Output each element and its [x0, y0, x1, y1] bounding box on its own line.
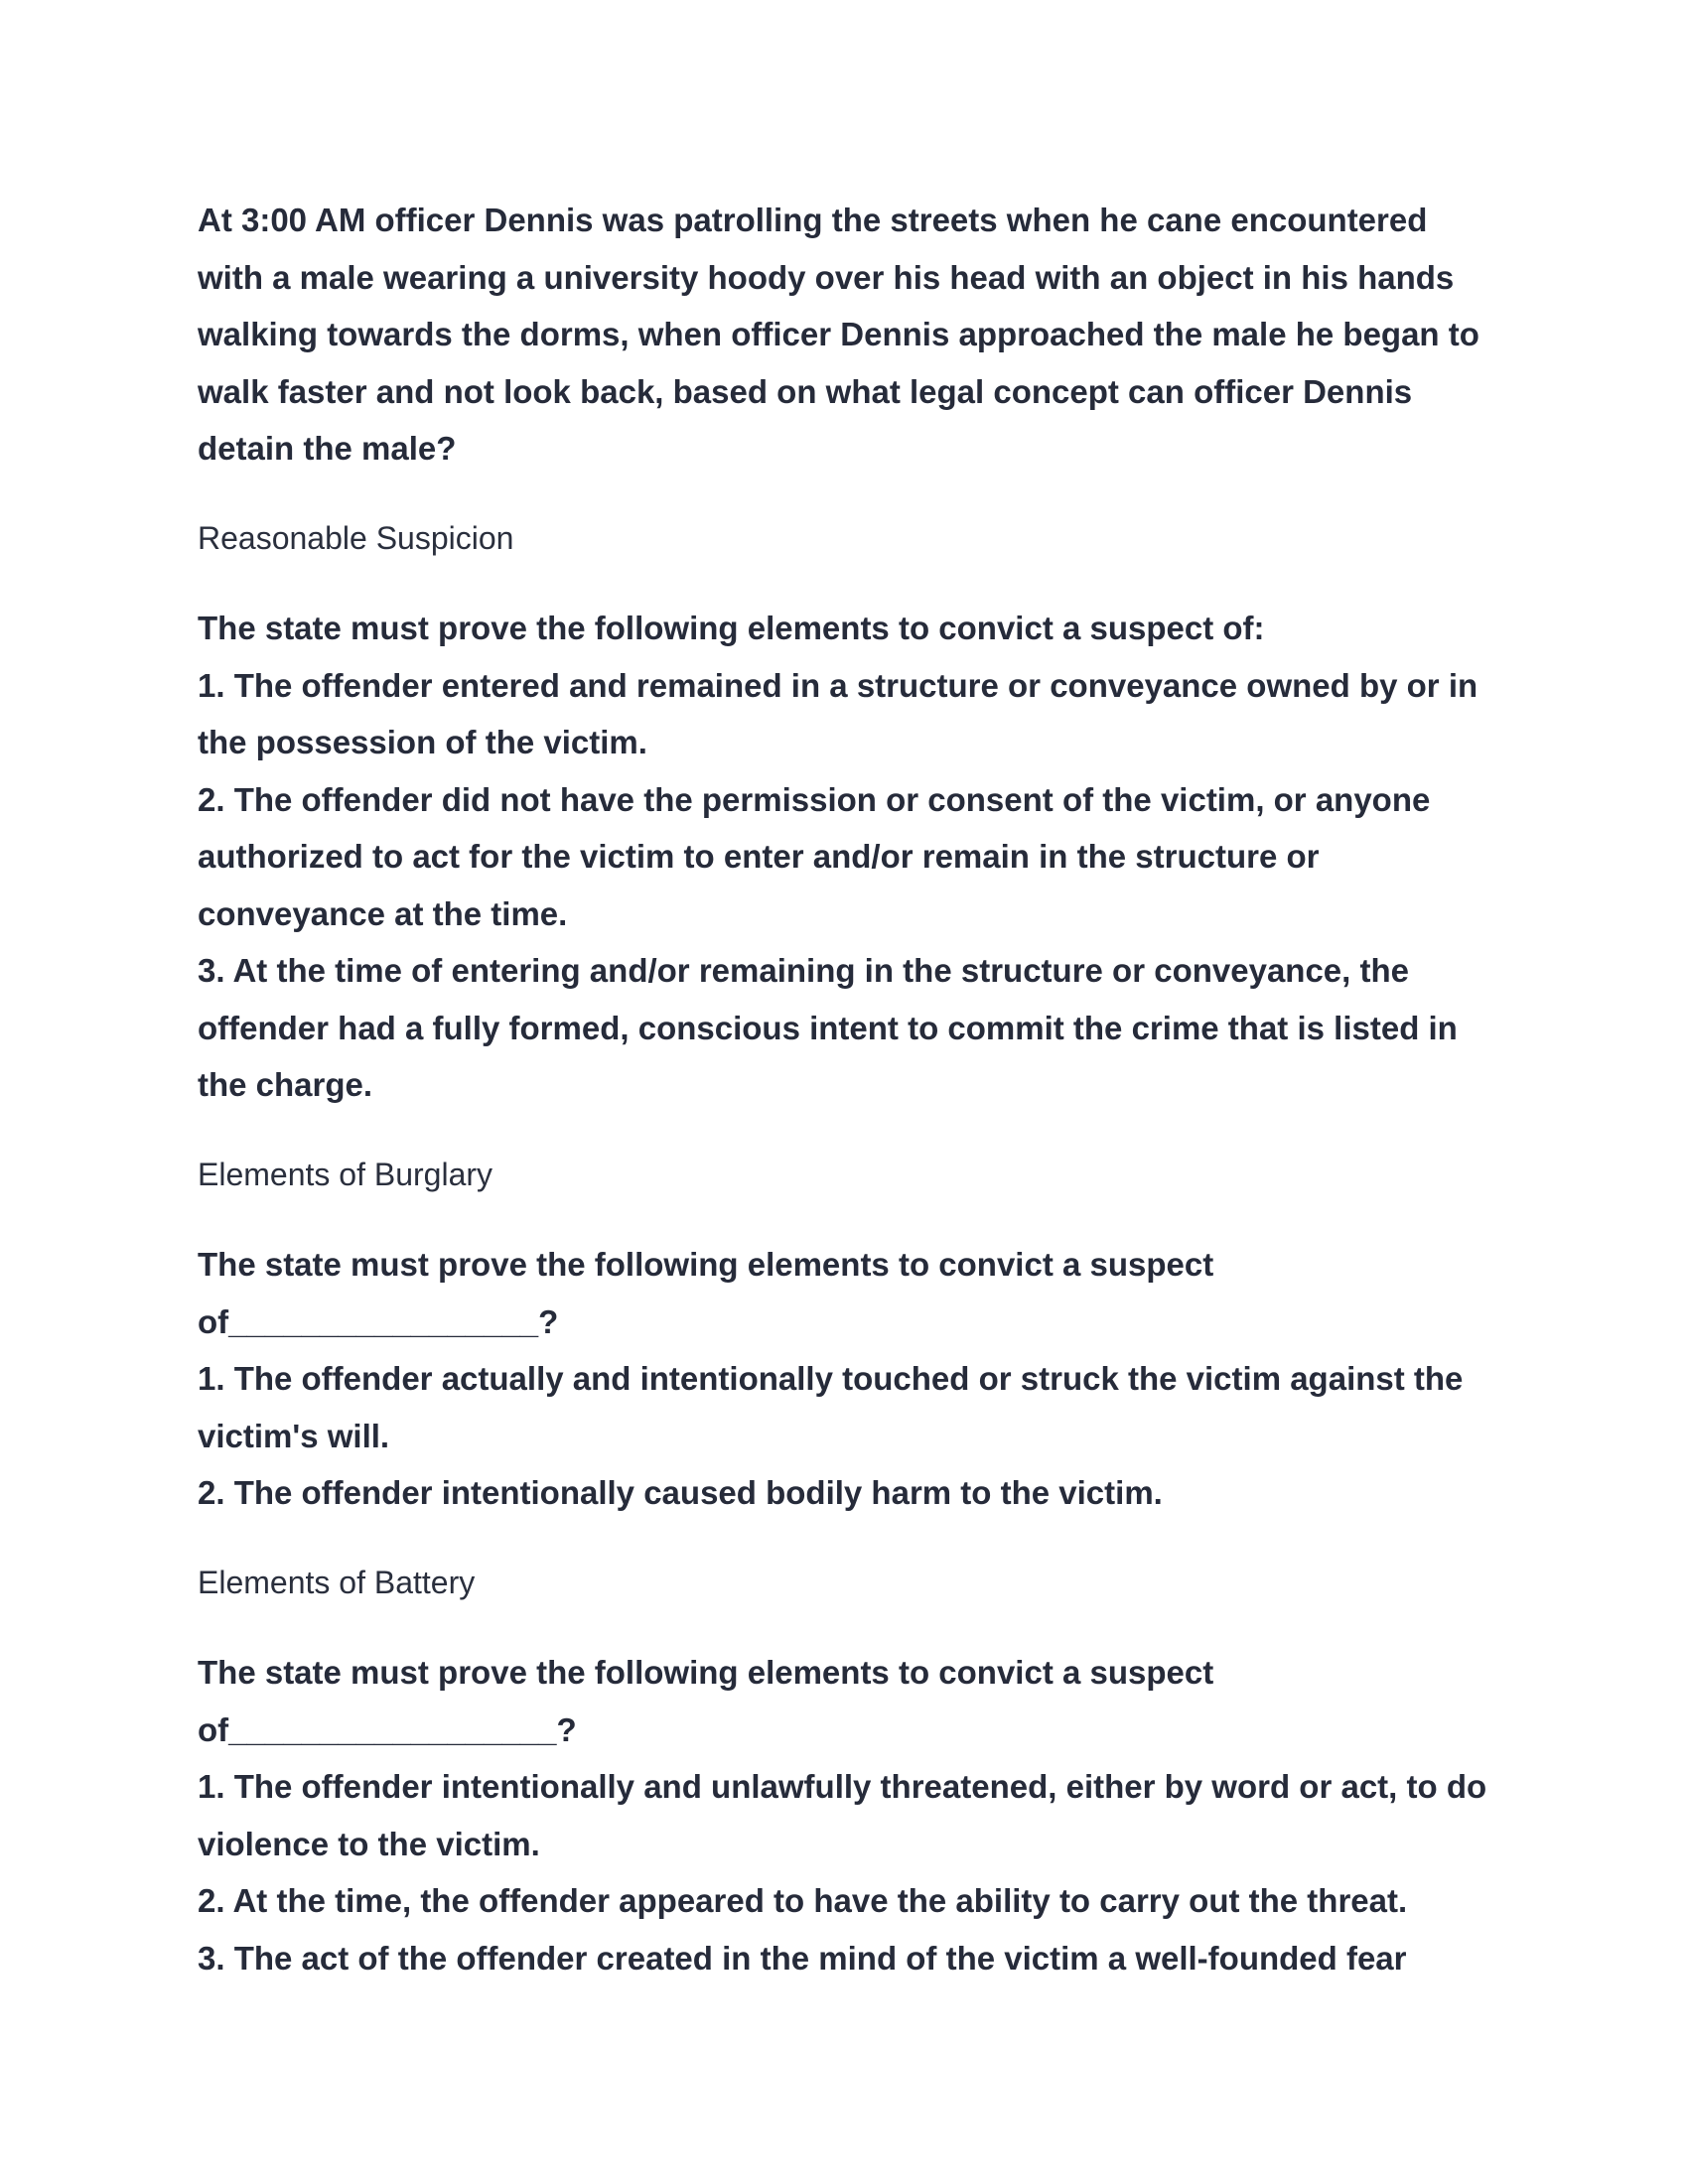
question-intro: The state must prove the following elements to convict a suspect of:	[198, 610, 1265, 646]
element-item: 1. The offender entered and remained in a structure or conveyance owned by or in the possession of the victim.	[198, 666, 1478, 760]
answer-text-2: Elements of Burglary	[198, 1156, 493, 1192]
question-block-1	[198, 192, 1498, 478]
element-item: 1. The offender actually and intentionally touched or struck the victim against the victim's will.	[198, 1360, 1464, 1454]
answer-text-3: Elements of Battery	[198, 1564, 476, 1600]
element-item: 2. The offender did not have the permission or consent of the victim, or anyone authorized to act for the victim to enter and/or remain in the structure or conveyance at the time.	[198, 780, 1431, 932]
document-page	[198, 192, 1498, 1986]
question-intro: The state must prove the following elements to convict a suspect of_________________?	[198, 1246, 1214, 1340]
element-item: 3. At the time of entering and/or remaining in the structure or conveyance, the offender had a fully formed, conscious intent to commit the crime that is listed in the charge.	[198, 952, 1458, 1103]
question-block-3	[198, 1236, 1498, 1522]
element-item: 2. At the time, the offender appeared to have the ability to carry out the threat.	[198, 1882, 1408, 1919]
question-intro: The state must prove the following elements to convict a suspect of__________________?	[198, 1654, 1214, 1748]
element-item: 2. The offender intentionally caused bodily harm to the victim.	[198, 1474, 1163, 1511]
question-block-4	[198, 1644, 1498, 1986]
question-block-2	[198, 600, 1498, 1114]
element-item: 3. The act of the offender created in the mind of the victim a well-founded fear	[198, 1939, 1407, 1977]
element-item: 1. The offender intentionally and unlawfully threatened, either by word or act, to do violence to the victim.	[198, 1768, 1487, 1862]
answer-text-1: Reasonable Suspicion	[198, 519, 514, 556]
question-text: At 3:00 AM officer Dennis was patrolling the streets when he cane encountered with a male wearing a university hoody over his head with an object in his hands walking towards the dorms, when officer Dennis approached the male he began to walk faster and not look back, based on what legal concept can officer Dennis detain the male?	[198, 202, 1479, 467]
